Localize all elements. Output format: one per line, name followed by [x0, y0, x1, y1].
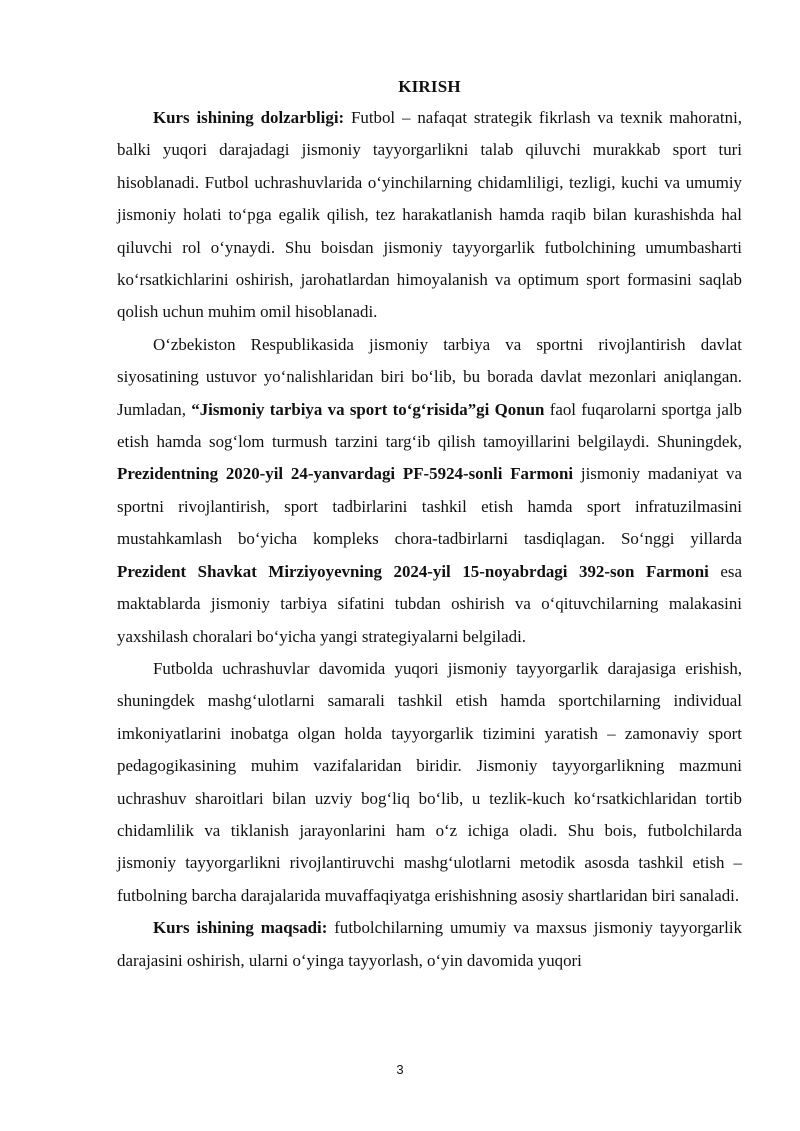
- paragraph-text: futbolchilarning umumiy va maxsus jismoniy tayyorgarlik darajasini oshirish, ularni o‘yinga tayyorlash, o‘yin davomida yuqori: [117, 918, 742, 970]
- paragraph-relevance: [117, 102, 742, 329]
- decree-reference: Prezidentning 2020-yil 24-yanvardagi PF-5924-sonli Farmoni: [117, 464, 574, 484]
- paragraph-text: O‘zbekiston Respublikasida jismoniy tarbiya va sportni rivojlantirish davlat siyosatining ustuvor yo‘nalishlaridan biri bo‘lib, bu borada davlat mezonlari aniqlangan. Jumladan,: [117, 334, 742, 419]
- page-number: 3: [396, 1062, 404, 1077]
- section-title: KIRISH: [398, 77, 461, 96]
- paragraph-text: faol fuqarolarni sportga jalb etish hamda sog‘lom turmush tarzini targ‘ib qilish tamoyillarini belgilaydi. Shuningdek,: [117, 399, 742, 452]
- document-body: [117, 76, 742, 977]
- law-reference: “Jismoniy tarbiya va sport to‘g‘risida”gi Qonun: [191, 399, 545, 419]
- paragraph-lead-heading: Kurs ishining dolzarbligi:: [153, 108, 345, 127]
- paragraph-training: [117, 653, 742, 912]
- paragraph-goal: [117, 912, 742, 977]
- paragraph-text: esa maktablarda jismoniy tarbiya sifatini tubdan oshirish va o‘qituvchilarning malakasini yaxshilash choralari bo‘yicha yangi strategiyalarni belgiladi.: [117, 561, 742, 646]
- paragraph-text: Futbol – nafaqat strategik fikrlash va texnik mahoratni, balki yuqori darajadagi jismoniy tayyorgarlikni talab qiluvchi murakkab sport turi hisoblanadi. Futbol uchrashuvlarida o‘yinchilarning chidamliligi, tezligi, kuchi va umumiy jismoniy holati to‘pga egalik qilish, tez harakatlanish hamda raqib bilan kurashishda hal qiluvchi rol o‘ynaydi. Shu boisdan jismoniy tayyorgarlik futbolchining umumbasharti ko‘rsatkichlarini oshirish, jarohatlardan himoyalanish va optimum sport formasini saqlab qolish uchun muhim omil hisoblanadi.: [117, 108, 742, 322]
- paragraph-lead-heading: Kurs ishining maqsadi:: [153, 918, 328, 938]
- paragraph-legislation: [117, 329, 742, 653]
- paragraph-text: jismoniy madaniyat va sportni rivojlantirish, sport tadbirlarini tashkil etish hamda sport infratuzilmasini mustahkamlash bo‘yicha kompleks chora-tadbirlarni tasdiqlagan. So‘nggi yillarda: [117, 464, 742, 549]
- decree-reference: Prezident Shavkat Mirziyoyevning 2024-yil 15-noyabrdagi 392-son Farmoni: [117, 561, 709, 581]
- paragraph-text: Futbolda uchrashuvlar davomida yuqori jismoniy tayyorgarlik darajasiga erishish, shuningdek mashg‘ulotlarni samarali tashkil etish hamda sportchilarning individual imkoniyatlarini inobatga olgan holda tayyorgarlik tizimini yaratish – zamonaviy sport pedagogikasining muhim vazifalaridan biridir. Jismoniy tayyorgarlikning mazmuni uchrashuv sharoitlari bilan uzviy bog‘liq bo‘lib, u tezlik-kuch ko‘rsatkichlaridan tortib chidamlilik va tiklanish jarayonlarini ham o‘z ichiga oladi. Shu bois, futbolchilarda jismoniy tayyorgarlikni rivojlantiruvchi mashg‘ulotlarni metodik asosda tashkil etish – futbolning barcha darajalarida muvaffaqiyatga erishishning asosiy shartlaridan biri sanaladi.: [117, 658, 742, 905]
